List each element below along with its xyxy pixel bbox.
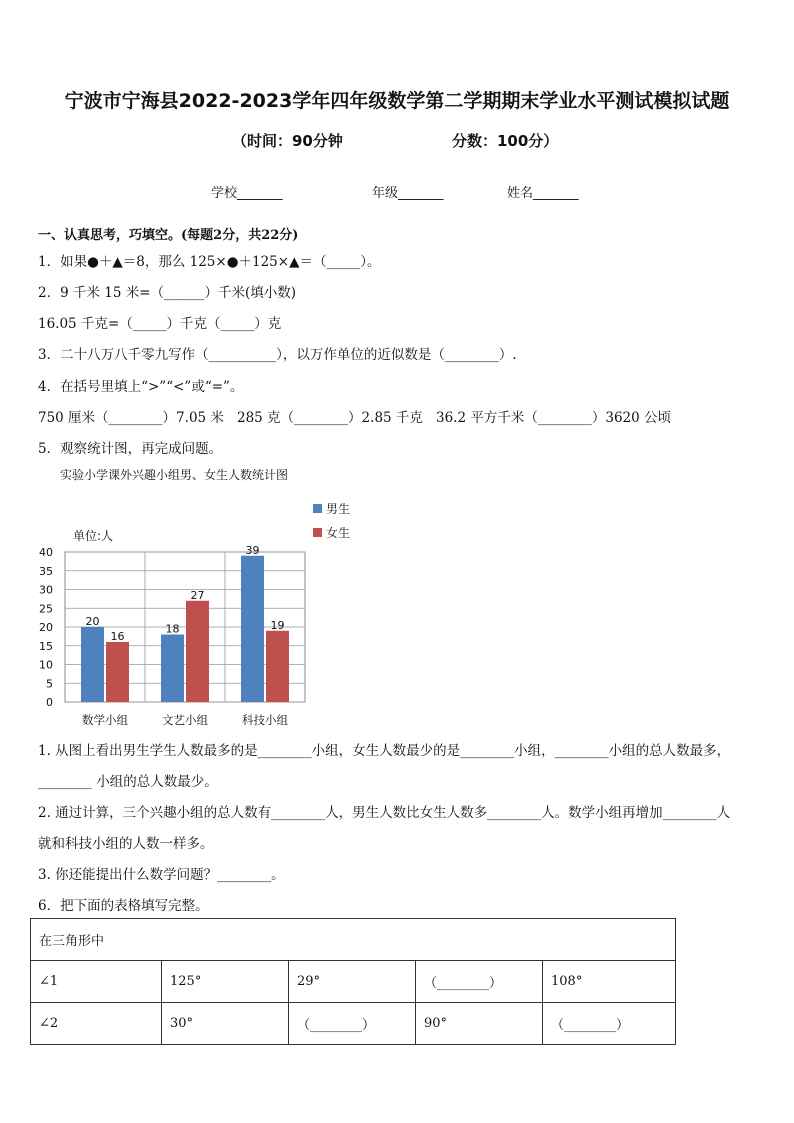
- bar-girls: [266, 631, 289, 702]
- table-cell: 108°: [543, 961, 676, 1003]
- bar-girls: [186, 601, 209, 702]
- bar-value-label: 18: [165, 622, 180, 636]
- section-heading: 一、认真思考，巧填空。(每题2分，共22分): [38, 228, 299, 243]
- bar-girls: [106, 642, 129, 702]
- table-row: [31, 961, 676, 1003]
- question-6: 6．把下面的表格填写完整。: [38, 898, 209, 914]
- bar-chart: [30, 495, 360, 731]
- table-header-row: [31, 919, 676, 961]
- question-5-1b: ________ 小组的总人数最少。: [38, 774, 218, 790]
- question-2b: 16.05 千克=（_____）千克（_____）克: [38, 316, 282, 332]
- question-5-1a: 1. 从图上看出男生学生人数最多的是________小组，女生人数最少的是________小组，________小组的总人数最多，: [38, 743, 731, 759]
- y-tick-label: 20: [39, 621, 53, 634]
- table-row: [31, 1003, 676, 1045]
- x-tick-label: 科技小组: [242, 713, 288, 727]
- exam-time: （时间：90分钟: [232, 132, 343, 150]
- question-2a: 2．9 千米 15 米=（______）千米(填小数): [38, 285, 297, 301]
- legend-swatch: [313, 528, 322, 537]
- y-tick-label: 5: [46, 677, 53, 691]
- y-tick-label: 0: [46, 696, 53, 709]
- question-4c: 36.2 平方千米（________）3620 公顷: [436, 410, 671, 426]
- table-cell: （________）: [416, 961, 543, 1003]
- school-field: 学校_______: [211, 186, 283, 201]
- bar-boys: [81, 627, 104, 702]
- question-5-2b: 就和科技小组的人数一样多。: [38, 836, 214, 852]
- exam-score: 分数：100分）: [452, 132, 559, 150]
- y-axis-label: 单位:人: [73, 529, 114, 543]
- table-cell: 30°: [162, 1003, 289, 1045]
- legend-label: 女生: [326, 526, 351, 540]
- table-cell: （________）: [289, 1003, 416, 1045]
- y-tick-label: 30: [39, 583, 53, 597]
- question-5: 5．观察统计图，再完成问题。: [38, 441, 223, 457]
- angle-table: [30, 918, 676, 1045]
- table-cell: 90°: [416, 1003, 543, 1045]
- y-tick-label: 40: [39, 546, 53, 559]
- question-4a: 750 厘米（________）7.05 米: [38, 410, 224, 426]
- question-5-3: 3. 你还能提出什么数学问题？________。: [38, 867, 285, 883]
- question-4: 4．在括号里填上“>”“<”或“=”。: [38, 379, 244, 395]
- bar-value-label: 20: [85, 615, 100, 628]
- table-cell: 125°: [162, 961, 289, 1003]
- legend-label: 男生: [326, 502, 351, 516]
- question-4b: 285 克（________）2.85 千克: [237, 410, 423, 426]
- y-tick-label: 15: [39, 639, 53, 653]
- table-header: 在三角形中: [31, 919, 676, 961]
- table-cell: （________）: [543, 1003, 676, 1045]
- grade-field: 年级_______: [372, 186, 444, 201]
- question-5-2a: 2. 通过计算，三个兴趣小组的总人数有________人，男生人数比女生人数多________人。数学小组再增加________人: [38, 805, 731, 821]
- y-tick-label: 10: [39, 658, 53, 672]
- question-3: 3．二十八万八千零九写作（__________），以万作单位的近似数是（________）.: [38, 347, 517, 363]
- legend-swatch: [313, 504, 322, 513]
- question-1: 1．如果●＋▲＝8，那么 125×●＋125×▲＝（_____）。: [38, 254, 381, 270]
- bar-value-label: 16: [110, 630, 125, 643]
- bar-value-label: 19: [270, 618, 285, 632]
- table-cell: 29°: [289, 961, 416, 1003]
- x-tick-label: 文艺小组: [162, 713, 208, 727]
- bar-value-label: 27: [190, 588, 205, 602]
- bar-boys: [241, 556, 264, 702]
- x-tick-label: 数学小组: [82, 713, 128, 727]
- table-cell: ∠1: [31, 961, 162, 1003]
- bar-value-label: 39: [245, 543, 260, 557]
- chart-title: 实验小学课外兴趣小组男、女生人数统计图: [60, 468, 289, 482]
- y-tick-label: 25: [39, 602, 53, 616]
- bar-boys: [161, 635, 184, 703]
- page-title: 宁波市宁海县2022-2023学年四年级数学第二学期期末学业水平测试模拟试题: [64, 90, 730, 112]
- table-cell: ∠2: [31, 1003, 162, 1045]
- name-field: 姓名_______: [507, 186, 579, 201]
- y-tick-label: 35: [39, 564, 53, 578]
